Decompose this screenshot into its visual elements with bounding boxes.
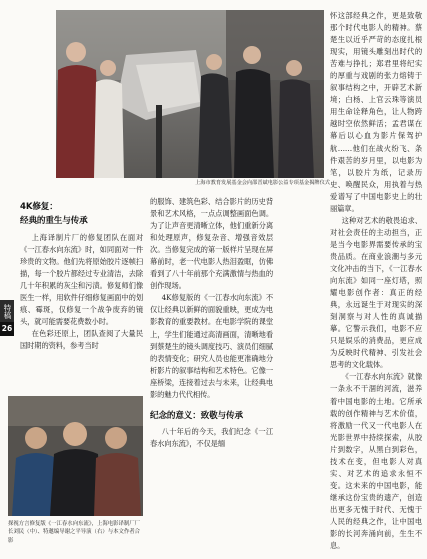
- col2-paragraph-3: 八十年后的今天，我们纪念《一江春水向东流》，不仅是缅: [150, 426, 273, 448]
- page-number: 26: [0, 322, 14, 336]
- section-tab-label: 特稿: [0, 300, 14, 322]
- section-1-subheading: 经典的重生与传承: [20, 216, 88, 226]
- bottom-photo: [8, 396, 143, 516]
- bottom-photo-caption: 探视方言修复版《一江春水向东流》，上海电影译制厂厂长刘民（中）、特邀编导谢之平导演（右）与本文作者合影: [8, 521, 141, 544]
- article-column-2: [150, 196, 273, 450]
- col2-paragraph-2: 4K修复版的《一江春水向东流》不仅让经典以新鲜的面貌重映，更成为电影教育的重要教材。在电影学院的课堂上，学生们能通过高清画面，清晰地看到蔡楚生的镜头调度技巧、演员们细腻的表情变化；研究人员也能更准确地分析影片的叙事结构和艺术特色。它像一座桥梁，连接着过去与未来，让经典电影的魅力代代相传。: [150, 293, 273, 399]
- col3-paragraph-2: 这种对艺术的敬畏追求、对社会责任的主动担当，正是当今电影界需要传承的宝贵品质。在商业浪潮与多元文化冲击的当下，《一江春水向东流》如同一座灯塔，照耀电影创作者：真正的经典，永远诞生于对现实的深刻洞察与对人性的真诚描摹。它警示我们，电影不应只是娱乐的消费品，更应成为反映时代精神、引发社会思考的文化载体。: [330, 215, 422, 370]
- article-column-1: [20, 200, 143, 352]
- col2-paragraph-1: 的服饰、建筑色彩、结合影片的历史背景和艺术风格，一点点调整画面色调。为了让声音更清晰立体，他们重新分离和处理原声，修复杂音、增强音效层次。当修复完成的第一版样片呈现在屏幕前时，老一代电影人热泪盈眶，仿佛看到了八十年前那个充满激情与热血的创作现场。: [150, 197, 273, 291]
- ceremony-photo-illustration: [56, 10, 324, 178]
- top-photo-caption: 上海市教育发展基金会向邵晋斌电影公益专项基金揭牌仪式: [195, 180, 330, 186]
- col1-paragraph-2: 在色彩还原上，团队查阅了大量民国时期的资料，参考当时: [20, 329, 143, 351]
- section-2-heading: 纪念的意义：致敬与传承: [150, 410, 243, 421]
- col1-paragraph-1: 上海译制片厂的修复团队在面对《一江春水向东流》时，如同面对一件珍贵的文物。他们先将原始胶片逐帧扫描，每一个胶片都经过专业清洁，去除几十年积累的灰尘和污渍。修复师们像医生一样，用软件仔细修复画面中的划痕、霉斑，仅修复一个战争废弃的镜头，就可能需要花费数小时。: [20, 233, 143, 327]
- col3-paragraph-1: 怀这部经典之作，更是致敬那个时代电影人的精神。蔡楚生以近乎严苛的态度扎根现实，用镜头雕刻出时代的苦难与挣扎；郑君里将纪实的厚重与戏剧的张力熔铸于叙事结构之中，开辟艺术新境；白杨、上官云珠等演员用生命诠释角色，让人物跨越时空依然鲜活；孟君谋在幕后以心血为影片保驾护航……他们在战火纷飞、条件艰苦的岁月里，以电影为笔，以胶片为纸，记录历史、唤醒民众，用执着与热爱谱写了中国电影史上的壮丽篇章。: [330, 11, 422, 213]
- section-1-heading: 4K修复：: [20, 202, 58, 212]
- article-column-3: [330, 10, 422, 552]
- col3-paragraph-3: 《一江春水向东流》就像一条永不干涸的河流，滋养着中国电影的土地。它所承载的创作精神与艺术价值，将激励一代又一代电影人在光影世界中持续探索，从胶片到数字，从黑白到彩色，技术在变，但电影人对真实、对艺术的追求永恒不变。这未来的中国电影，能继承这份宝贵的遗产，创造出更多无愧于时代、无愧于人民的经典之作，让中国电影的长河奔涌向前，生生不息。: [330, 372, 422, 551]
- top-photo: [56, 10, 324, 178]
- group-photo-illustration: [8, 396, 143, 516]
- section-tab: [0, 300, 14, 336]
